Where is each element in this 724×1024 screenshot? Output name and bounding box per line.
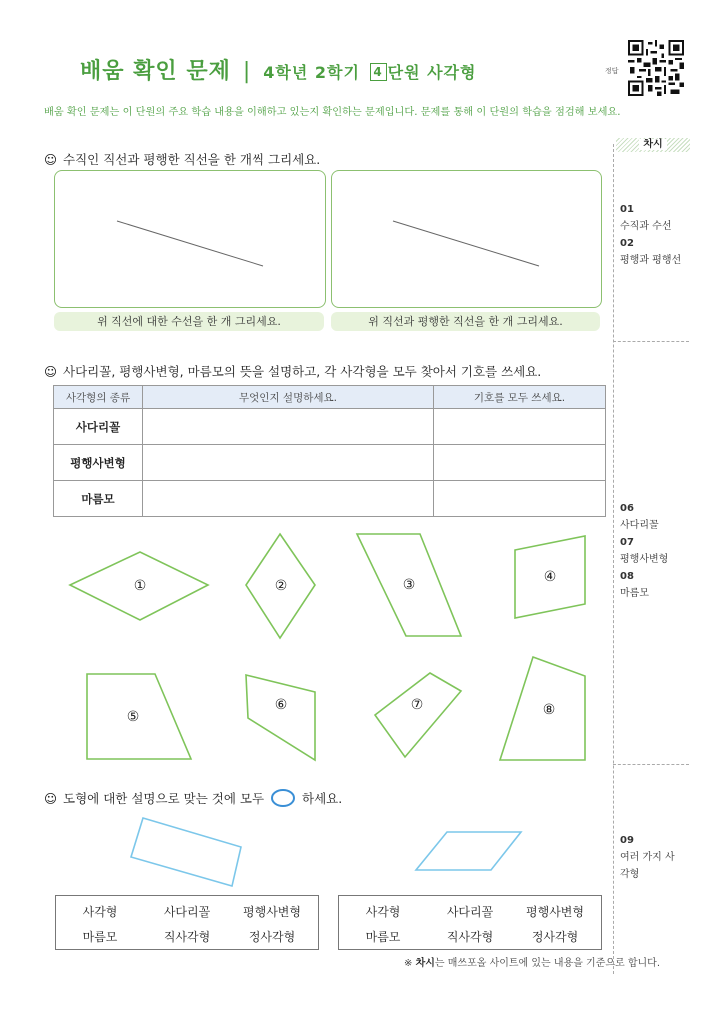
sidebar-item-num: 02: [620, 238, 634, 249]
circle-mark-icon: [270, 789, 296, 807]
caption-right: 위 직선과 평행한 직선을 한 개 그리세요.: [331, 312, 600, 331]
option-choice[interactable]: 정사각형: [531, 930, 579, 944]
sidebar-item-num: 01: [620, 204, 634, 215]
shape-label: ⑧: [542, 702, 556, 718]
question-3: [44, 789, 342, 807]
option-choice[interactable]: 정사각형: [248, 930, 296, 944]
shape-label: ⑥: [274, 697, 288, 713]
sidebar-item-num: 06: [620, 503, 634, 514]
question-3-text-before: 도형에 대한 설명으로 맞는 것에 모두: [63, 791, 265, 806]
intro-text: 배움 확인 문제는 이 단원의 주요 학습 내용을 이해하고 있는지 확인하는 문제입니다. 문제를 통해 이 단원의 학습을 점검해 보세요.: [44, 107, 621, 118]
table-header-row: [54, 386, 606, 409]
table-header: 사각형의 종류: [54, 386, 143, 409]
smile-icon: ☺: [44, 364, 58, 379]
footnote-mark: ※: [404, 958, 413, 969]
drawing-panel-right[interactable]: [331, 170, 602, 308]
option-choice[interactable]: 사다리꼴: [446, 905, 494, 919]
title-grade: 4학년 2학기: [263, 63, 360, 82]
row-label: 사다리꼴: [54, 409, 143, 445]
option-choice[interactable]: 사각형: [365, 905, 401, 919]
qr-code-icon[interactable]: [628, 40, 684, 96]
option-choice[interactable]: 평행사변형: [243, 905, 301, 919]
option-choice[interactable]: 평행사변형: [526, 905, 584, 919]
option-choice[interactable]: 직사각형: [163, 930, 211, 944]
sidebar-item-label: 수직과 수선: [620, 221, 672, 232]
footnote: [404, 954, 660, 969]
question-3-text-after: 하세요.: [302, 791, 343, 806]
option-choice[interactable]: 사다리꼴: [163, 905, 211, 919]
sidebar-item-num: 09: [620, 835, 634, 846]
smile-icon: ☺: [44, 791, 58, 806]
title-separator: |: [242, 59, 252, 84]
unit-number-box: 4: [370, 63, 387, 81]
shape-label: ⑦: [410, 697, 424, 713]
shape-label: ⑤: [126, 709, 140, 725]
quadrilateral-shapes: [0, 520, 610, 770]
question-2: [44, 362, 541, 380]
sidebar-group-2: [620, 500, 668, 602]
question-1: [44, 150, 320, 168]
table-header: 기호를 모두 쓰세요.: [434, 386, 606, 409]
table-row: [54, 481, 606, 517]
answer-cell-symbols[interactable]: [434, 481, 606, 517]
sidebar-item-label: 여러 가지 사각형: [620, 852, 675, 880]
quadrilateral-table: [53, 385, 606, 517]
sidebar-separator: [613, 764, 689, 765]
footnote-bold: 차시: [415, 958, 435, 969]
shape-label: ②: [274, 578, 288, 594]
sidebar-item-num: 08: [620, 571, 634, 582]
title-unit: 단원 사각형: [387, 63, 477, 82]
question-1-text: 수직인 직선과 평행한 직선을 한 개씩 그리세요.: [63, 152, 321, 167]
sidebar-item-label: 마름모: [620, 588, 649, 599]
options-box-right: [338, 895, 602, 950]
sidebar-group-3: [620, 832, 682, 883]
row-label: 마름모: [54, 481, 143, 517]
footnote-text: 는 매쓰포올 사이트에 있는 내용을 기준으로 합니다.: [434, 958, 661, 969]
sidebar-separator: [613, 341, 689, 342]
answer-cell-symbols[interactable]: [434, 445, 606, 481]
title-main: 배움 확인 문제: [80, 59, 231, 84]
answer-cell-description[interactable]: [143, 409, 434, 445]
sidebar-item-label: 평행과 평행선: [620, 255, 682, 266]
option-choice[interactable]: 마름모: [82, 930, 118, 944]
shape-6: [246, 675, 315, 760]
sidebar-item-label: 평행사변형: [620, 554, 669, 565]
sidebar-item-label: 사다리꼴: [620, 520, 659, 531]
table-row: [54, 445, 606, 481]
question-3-figures: [0, 810, 610, 890]
row-label: 평행사변형: [54, 445, 143, 481]
shape-label: ①: [133, 578, 147, 594]
shape-label: ④: [543, 569, 557, 585]
sidebar-divider: [613, 144, 614, 974]
given-line-left: [55, 171, 325, 307]
sidebar-group-1: [620, 201, 681, 269]
caption-left: 위 직선에 대한 수선을 한 개 그리세요.: [54, 312, 324, 331]
answer-cell-description[interactable]: [143, 481, 434, 517]
question-2-text: 사다리꼴, 평행사변형, 마름모의 뜻을 설명하고, 각 사각형을 모두 찾아서 기호를 쓰세요.: [63, 364, 542, 379]
sidebar-heading: 차시: [616, 138, 690, 152]
option-choice[interactable]: 사각형: [82, 905, 118, 919]
sidebar-item-num: 07: [620, 537, 634, 548]
figure-rectangle: [131, 818, 241, 886]
table-header: 무엇인지 설명하세요.: [143, 386, 434, 409]
shape-7: [375, 673, 461, 757]
option-choice[interactable]: 직사각형: [446, 930, 494, 944]
page-title: [80, 54, 476, 85]
answer-cell-symbols[interactable]: [434, 409, 606, 445]
drawing-panel-left[interactable]: [54, 170, 326, 308]
shape-label: ③: [402, 577, 416, 593]
answer-cell-description[interactable]: [143, 445, 434, 481]
options-box-left: [55, 895, 319, 950]
table-row: [54, 409, 606, 445]
given-line-right: [332, 171, 601, 307]
answer-label: 정답: [605, 67, 619, 75]
option-choice[interactable]: 마름모: [365, 930, 401, 944]
figure-parallelogram: [416, 832, 521, 870]
smile-icon: ☺: [44, 152, 58, 167]
